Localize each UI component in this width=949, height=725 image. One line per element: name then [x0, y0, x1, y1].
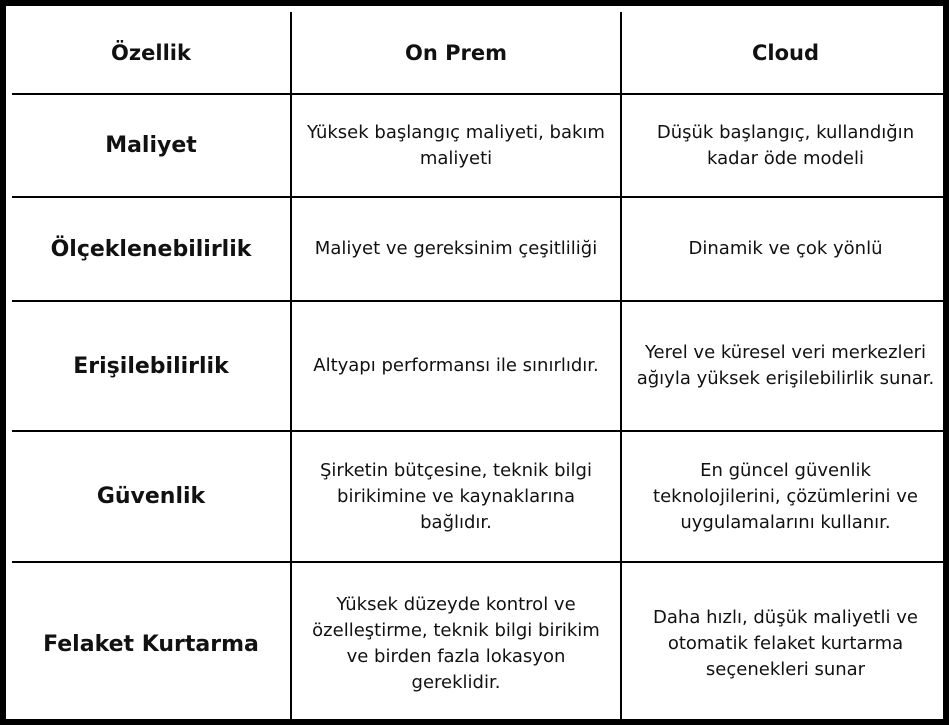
table-row	[12, 431, 949, 562]
row-feature-cost: Maliyet	[12, 94, 291, 197]
header-cloud: Cloud	[621, 12, 949, 94]
header-on-prem: On Prem	[291, 12, 621, 94]
cell-cloud-disaster-recovery: Daha hızlı, düşük maliyetli ve otomatik felaket kurtarma seçenekleri sunar	[621, 562, 949, 725]
comparison-table	[12, 12, 949, 725]
row-feature-disaster-recovery: Felaket Kurtarma	[12, 562, 291, 725]
cell-on-prem-security: Şirketin bütçesine, teknik bilgi birikimine ve kaynaklarına bağlıdır.	[291, 431, 621, 562]
cell-cloud-accessibility: Yerel ve küresel veri merkezleri ağıyla yüksek erişilebilirlik sunar.	[621, 301, 949, 431]
row-feature-accessibility: Erişilebilirlik	[12, 301, 291, 431]
cell-on-prem-disaster-recovery: Yüksek düzeyde kontrol ve özelleştirme, teknik bilgi birikim ve birden fazla lokasyon gereklidir.	[291, 562, 621, 725]
cell-cloud-cost: Düşük başlangıç, kullandığın kadar öde modeli	[621, 94, 949, 197]
cell-cloud-security: En güncel güvenlik teknolojilerini, çözümlerini ve uygulamalarını kullanır.	[621, 431, 949, 562]
row-feature-scalability: Ölçeklenebilirlik	[12, 197, 291, 301]
cell-cloud-scalability: Dinamik ve çok yönlü	[621, 197, 949, 301]
table-row	[12, 197, 949, 301]
table-row	[12, 301, 949, 431]
header-feature: Özellik	[12, 12, 291, 94]
cell-on-prem-accessibility: Altyapı performansı ile sınırlıdır.	[291, 301, 621, 431]
cell-on-prem-scalability: Maliyet ve gereksinim çeşitliliği	[291, 197, 621, 301]
table-row	[12, 94, 949, 197]
table-row	[12, 562, 949, 725]
cell-on-prem-cost: Yüksek başlangıç maliyeti, bakım maliyeti	[291, 94, 621, 197]
row-feature-security: Güvenlik	[12, 431, 291, 562]
table-header-row	[12, 12, 949, 94]
